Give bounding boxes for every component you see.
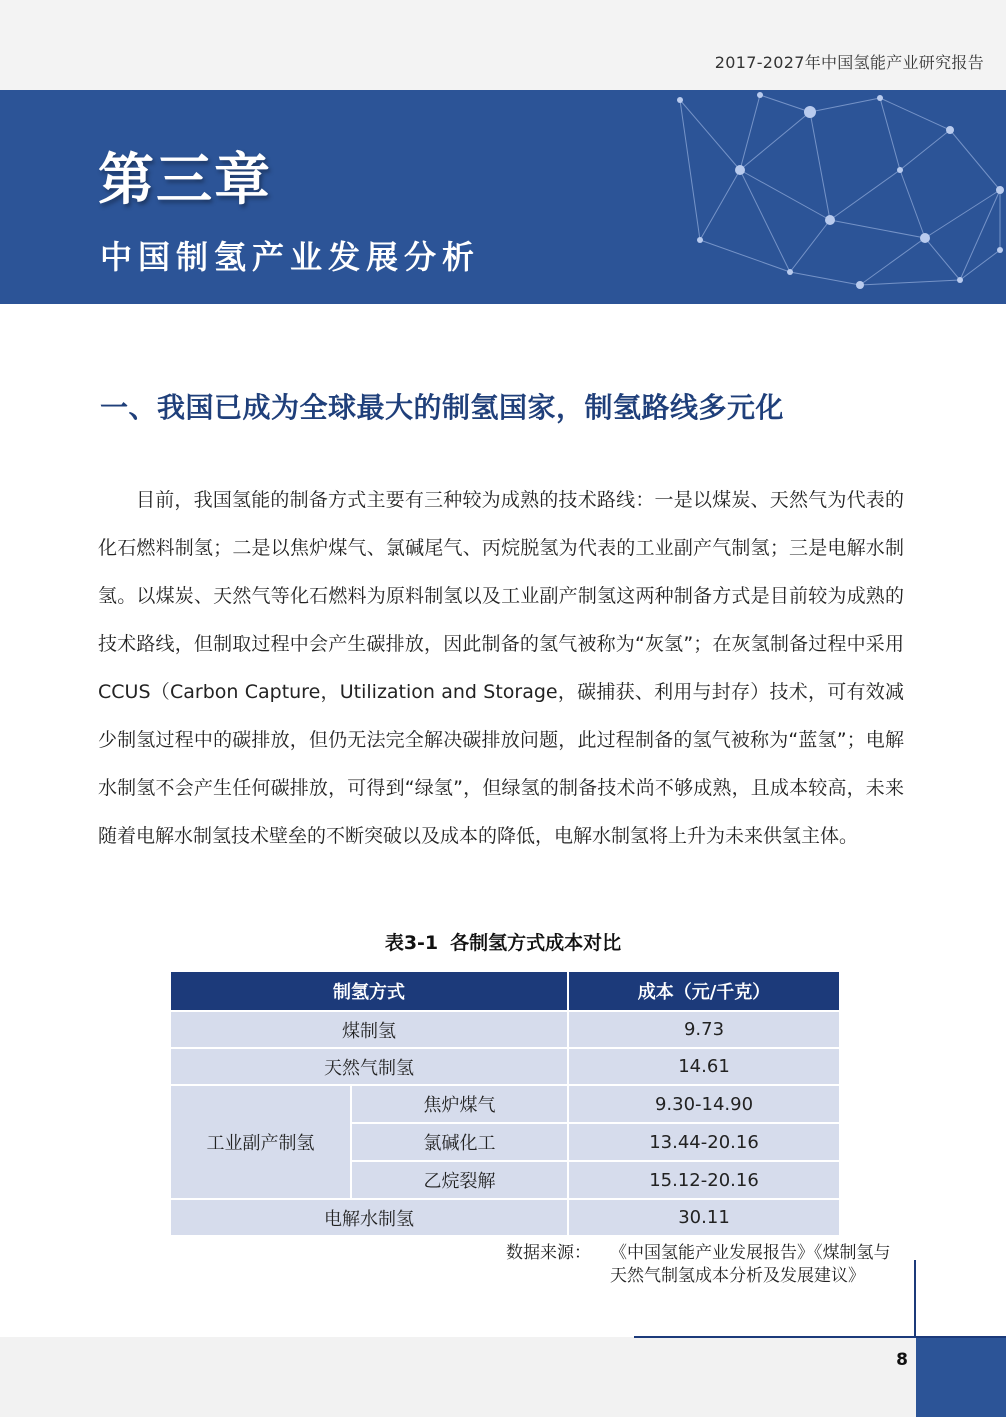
table-header-row [170, 971, 840, 1011]
cell-cost: 15.12-20.16 [568, 1161, 840, 1199]
table-caption-title: 各制氢方式成本对比 [450, 932, 622, 954]
table-row [170, 1199, 840, 1236]
report-title: 2017-2027年中国氢能产业研究报告 [714, 53, 984, 72]
cell-method: 煤制氢 [170, 1011, 568, 1048]
cost-comparison-table [169, 970, 841, 1237]
cell-cost: 13.44-20.16 [568, 1123, 840, 1161]
footer-corner-block [916, 1338, 1006, 1417]
header-method: 制氢方式 [170, 971, 568, 1011]
table-caption-number: 表3-1 [384, 932, 439, 954]
cell-group-industrial: 工业副产制氢 [170, 1085, 351, 1199]
cell-method: 电解水制氢 [170, 1199, 568, 1236]
table-row [170, 1011, 840, 1048]
cell-cost: 14.61 [568, 1048, 840, 1085]
page-number: 8 [896, 1350, 908, 1370]
cell-sub-method: 焦炉煤气 [351, 1085, 568, 1123]
table-row [170, 1048, 840, 1085]
table-row [170, 1085, 840, 1123]
cell-sub-method: 氯碱化工 [351, 1123, 568, 1161]
bottom-strip [0, 1337, 1006, 1417]
body-paragraph: 目前，我国氢能的制备方式主要有三种较为成熟的技术路线：一是以煤炭、天然气为代表的化石燃料制氢；二是以焦炉煤气、氯碱尾气、丙烷脱氢为代表的工业副产气制氢；三是电解水制氢。以煤炭、天然气等化石燃料为原料制氢以及工业副产制氢这两种制备方式是目前较为成熟的技术路线，但制取过程中会产生碳排放，因此制备的氢气被称为“灰氢”；在灰氢制备过程中采用CCUS（Carbon Capture，Utilization and Storage，碳捕获、利用与封存）技术，可有效减少制氢过程中的碳排放，但仍无法完全解决碳排放问题，此过程制备的氢气被称为“蓝氢”；电解水制氢不会产生任何碳排放，可得到“绿氢”，但绿氢的制备技术尚不够成熟，且成本较高，未来随着电解水制氢技术壁垒的不断突破以及成本的降低，电解水制氢将上升为未来供氢主体。 [98, 489, 904, 847]
source-text: 《中国氢能产业发展报告》《煤制氢与天然气制氢成本分析及发展建议》 [610, 1243, 891, 1286]
cell-cost: 9.73 [568, 1011, 840, 1048]
cell-cost: 30.11 [568, 1199, 840, 1236]
chapter-number: 第三章 [98, 148, 272, 213]
chapter-title: 中国制氢产业发展分析 [100, 238, 481, 276]
data-source-note [506, 1242, 906, 1288]
cell-sub-method: 乙烷裂解 [351, 1161, 568, 1199]
footer-vertical-rule [914, 1260, 916, 1337]
chapter-banner [0, 90, 1006, 304]
top-strip [0, 0, 1006, 90]
cell-cost: 9.30-14.90 [568, 1085, 840, 1123]
section-heading: 一、我国已成为全球最大的制氢国家，制氢路线多元化 [100, 391, 785, 424]
source-label: 数据来源： [506, 1243, 591, 1263]
table-caption [0, 928, 1006, 955]
cell-method: 天然气制氢 [170, 1048, 568, 1085]
header-cost: 成本（元/千克） [568, 971, 840, 1011]
